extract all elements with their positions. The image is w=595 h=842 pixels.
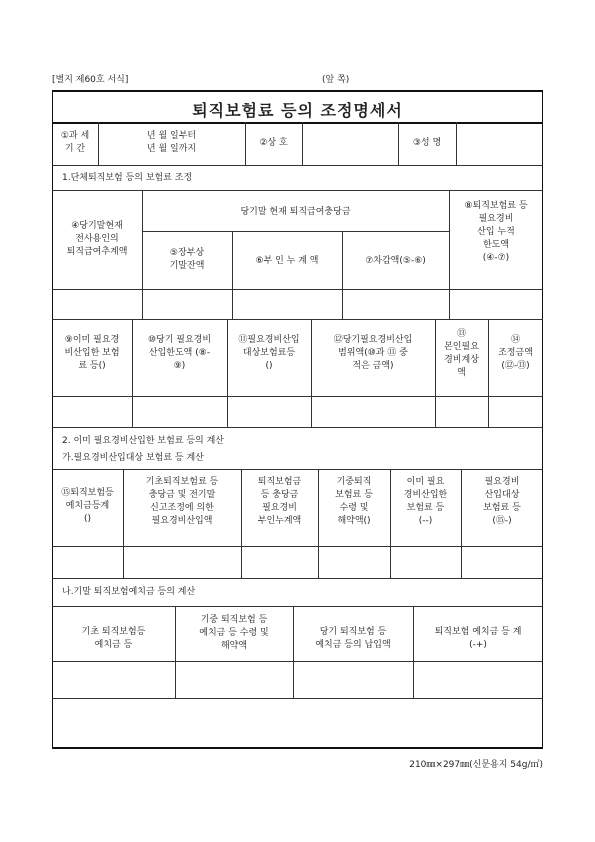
col-5-header: ⑤장부상 기말잔액 [169, 248, 205, 271]
col-b2-header: 기중 퇴직보험 등 예치금 등 수령 및 해약액 [199, 615, 269, 651]
divider [52, 469, 543, 470]
col-8-header: ⑧퇴직보험료 등 필요경비 산입 누적 한도액 (④-⑦) [464, 201, 528, 263]
col-15-header: ⑮퇴직보험등 예치금등계 () [61, 488, 114, 524]
divider [52, 122, 543, 124]
divider [456, 122, 457, 165]
divider [293, 606, 294, 698]
name-label: ③성 명 [412, 138, 442, 148]
col-b1-header: 기초 퇴직보험등 예치금 등 [81, 627, 146, 650]
col-a4-header: 기중퇴직 보험료 등 수령 및 해약액() [335, 477, 373, 526]
col-group-header: 당기말 현재 퇴직급여충당금 [240, 207, 351, 217]
col-b4-header: 퇴직보험 예치금 등 계 (-+) [434, 627, 522, 650]
col-a2-header: 기초퇴직보험료 등 충당금 및 전기말 신고조정에 의한 필요경비산입액 [145, 477, 219, 526]
form-number: [별지 제60호 서식] [52, 75, 129, 85]
divider [342, 231, 343, 319]
col-14-header: ⑭ 조정금액 (⑫-⑬) [498, 335, 533, 371]
company-label: ②상 호 [259, 138, 288, 148]
divider [52, 165, 543, 166]
period-label: ①과 세 기 간 [60, 131, 90, 154]
divider [52, 190, 543, 191]
paper-spec: 210㎜×297㎜(신문용지 54g/㎡) [409, 760, 543, 770]
col-7-header: ⑦차감액(⑤-⑥) [365, 256, 426, 266]
divider [52, 427, 543, 428]
divider [52, 546, 543, 547]
col-a6-header: 필요경비 산입대상 보험료 등 (⑮-) [483, 477, 521, 526]
page-side: (앞 쪽) [322, 75, 350, 85]
col-b3-header: 당기 퇴직보험 등 예치금 등의 납입액 [315, 627, 391, 650]
section-2b-title: 나.기말 퇴직보험예치금 등의 계산 [62, 587, 196, 597]
period-dates: 년 월 일부터 년 월 일까지 [146, 131, 197, 154]
col-10-header: ⑩당기 필요경비 산입한도액 (⑧- ⑨) [147, 335, 212, 371]
divider [232, 231, 233, 319]
divider [302, 122, 303, 165]
col-a5-header: 이미 필요 경비산입한 보험료 등 (--) [403, 477, 448, 526]
divider [52, 606, 543, 607]
section-1-title: 1.단체퇴직보험 등의 보험료 조정 [62, 173, 193, 183]
section-2-title: 2. 이미 필요경비산입한 보험료 등의 계산 [62, 436, 224, 446]
divider [52, 578, 543, 579]
divider [52, 661, 543, 662]
divider [52, 289, 543, 290]
col-12-header: ⑫당기필요경비산입 범위액(⑩과 ⑪ 중 적은 금액) [333, 335, 413, 371]
form-title: 퇴직보험료 등의 조정명세서 [192, 101, 403, 120]
divider [52, 698, 543, 699]
divider [142, 231, 449, 232]
divider [52, 396, 543, 397]
col-a3-header: 퇴직보험금 등 충당금 필요경비 부인누계액 [257, 477, 302, 526]
divider [52, 319, 543, 320]
section-2a-title: 가.필요경비산입대상 보험료 등 계산 [62, 453, 204, 463]
divider [413, 606, 414, 698]
col-6-header: ⑥부 인 누 계 액 [255, 256, 319, 266]
col-9-header: ⑨이미 필요경 비산입한 보험 료 등() [64, 335, 120, 371]
col-4-header: ④당기말현재 전사용인의 퇴직급여추계액 [66, 221, 128, 257]
col-11-header: ⑪필요경비산입 대상보험료등 () [238, 335, 300, 371]
col-13-header: ⑬ 본인필요 경비계상 액 [444, 329, 479, 378]
